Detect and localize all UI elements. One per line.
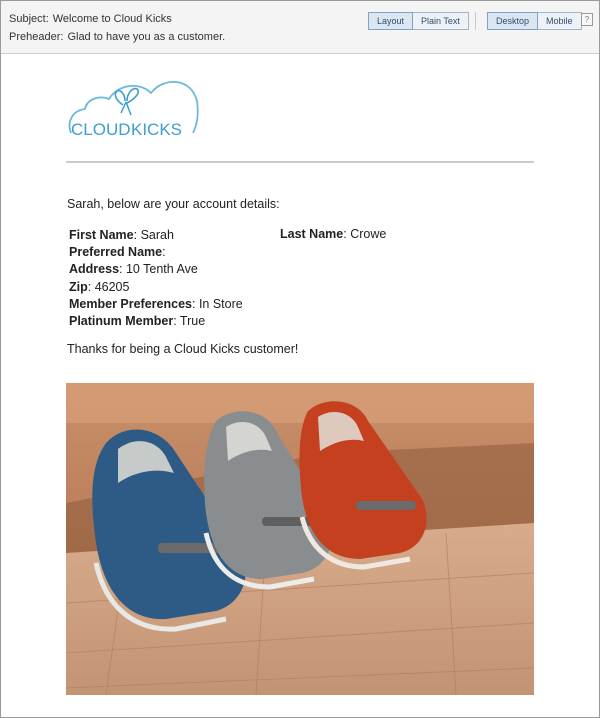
account-details	[69, 227, 243, 330]
platinum-member-row: Platinum Member: True	[69, 314, 206, 329]
wall-highlight	[66, 383, 534, 423]
logo-text-kicks: KICKS	[131, 120, 183, 139]
preheader-line	[9, 31, 225, 43]
preheader-value: Glad to have you as a customer.	[67, 31, 226, 43]
red-loafer-buckle	[356, 501, 416, 510]
view-mode-toggle	[368, 12, 469, 30]
subject-line	[9, 13, 172, 25]
member-preferences-row: Member Preferences: In Store	[69, 296, 243, 311]
zip-value: 46205	[94, 279, 130, 294]
preferred-name-label: Preferred Name	[69, 245, 163, 260]
device-toggle	[487, 12, 582, 30]
preferred-name-row: Preferred Name:	[69, 245, 166, 260]
zip-row: Zip: 46205	[69, 279, 130, 294]
address-row: Address: 10 Tenth Ave	[69, 262, 198, 277]
thanks-text: Thanks for being a Cloud Kicks customer!	[67, 342, 299, 356]
layout-button[interactable]: Layout	[368, 12, 413, 30]
toolbar-divider	[475, 12, 476, 30]
plain-text-button[interactable]: Plain Text	[413, 12, 469, 30]
first-name-value: Sarah	[140, 228, 174, 242]
last-name-label: Last Name	[280, 227, 344, 241]
intro-text: Sarah, below are your account details:	[67, 197, 280, 211]
last-name-row: Last Name: Crowe	[280, 227, 387, 241]
desktop-button[interactable]: Desktop	[487, 12, 538, 30]
member-preferences-label: Member Preferences	[69, 296, 192, 311]
section-divider	[66, 161, 534, 163]
help-icon[interactable]: ?	[581, 13, 593, 26]
cloud-kicks-logo	[65, 71, 205, 141]
last-name-value: Crowe	[350, 227, 387, 241]
platinum-member-value: True	[179, 314, 206, 329]
zip-label: Zip	[69, 279, 88, 294]
preheader-label: Preheader:	[9, 31, 64, 43]
member-preferences-value: In Store	[198, 296, 243, 311]
shoelace-loop-left-shape	[115, 91, 125, 105]
shoes-photo	[66, 383, 534, 695]
address-label: Address	[69, 262, 120, 277]
subject-value: Welcome to Cloud Kicks	[52, 13, 172, 25]
shoelace-loop-right-shape	[127, 89, 138, 103]
address-value: 10 Tenth Ave	[125, 262, 198, 277]
preview-header	[1, 1, 599, 54]
mobile-button[interactable]: Mobile	[538, 12, 582, 30]
subject-label: Subject:	[9, 13, 49, 25]
first-name-row: First Name: Sarah	[69, 228, 174, 242]
platinum-member-label: Platinum Member	[69, 314, 174, 329]
first-name-label: First Name	[69, 228, 134, 242]
logo-text-cloud: CLOUD	[71, 120, 131, 139]
